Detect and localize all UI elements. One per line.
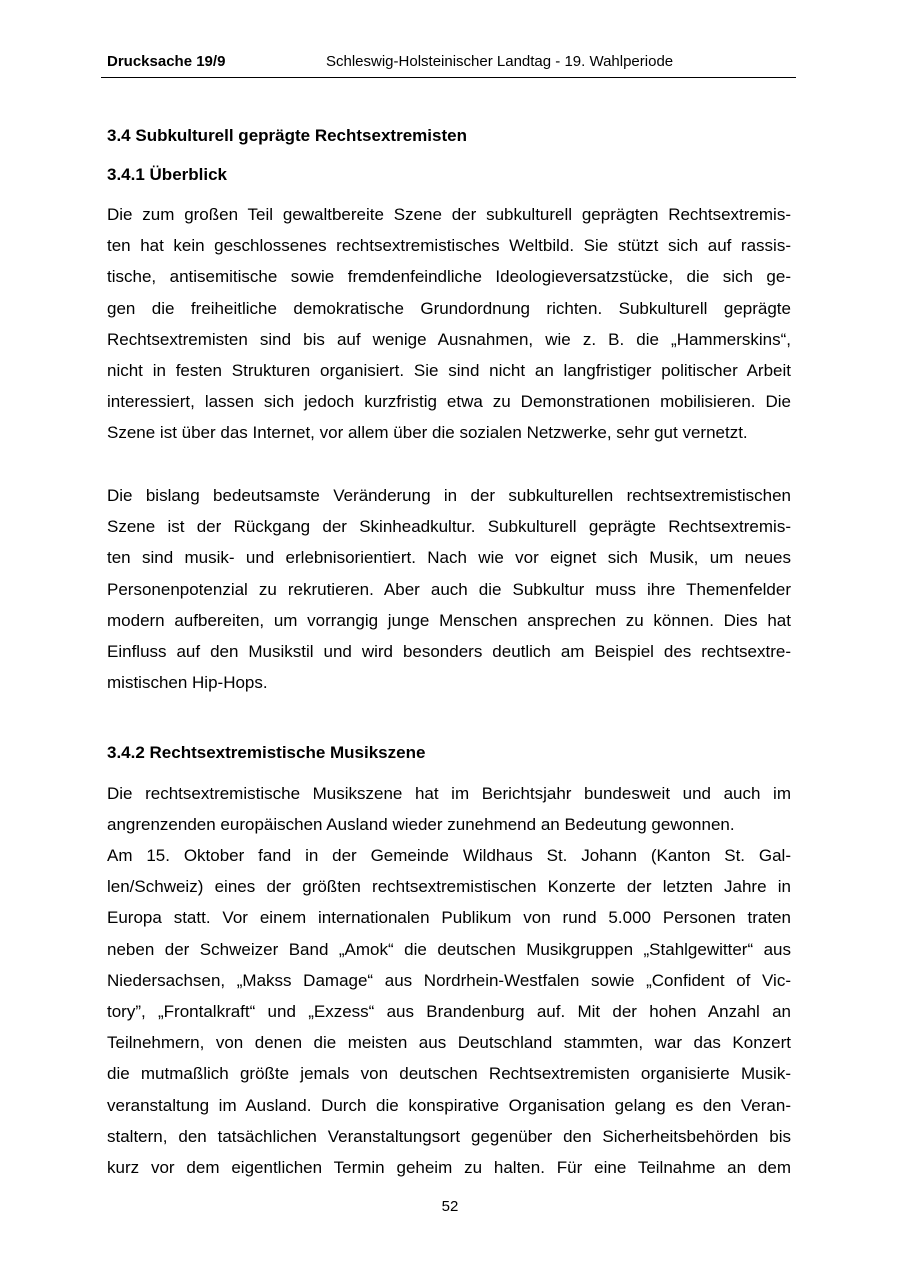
text-line: Europa statt. Vor einem internationalen Publikum von rund 5.000 Personen traten (107, 908, 791, 928)
paragraph-music-2 (107, 840, 791, 1183)
page-header (101, 53, 796, 78)
text-line: Personenpotenzial zu rekrutieren. Aber auch die Subkultur muss ihre Themenfelder (107, 579, 791, 599)
header-title: Schleswig-Holsteinischer Landtag - 19. Wahlperiode (326, 53, 674, 70)
text-line: staltern, den tatsächlichen Veranstaltungsort gegenüber den Sicherheitsbehörden bis (107, 1126, 791, 1146)
text-line: veranstaltung im Ausland. Durch die konspirative Organisation gelang es den Veran- (107, 1095, 791, 1115)
text-line: len/Schweiz) eines der größten rechtsextremistischen Konzerte der letzten Jahre in (107, 877, 791, 897)
text-line: modern aufbereiten, um vorrangig junge Menschen ansprechen zu können. Dies hat (107, 610, 791, 630)
paragraph-overview-2 (107, 480, 791, 698)
page-number: 52 (441, 1198, 459, 1215)
text-line: Am 15. Oktober fand in der Gemeinde Wildhaus St. Johann (Kanton St. Gal- (107, 846, 791, 865)
text-line: ten hat kein geschlossenes rechtsextremistisches Weltbild. Sie stützt sich auf rassis- (107, 236, 791, 256)
text-line: interessiert, lassen sich jedoch kurzfristig etwa zu Demonstrationen mobilisieren. Die (107, 392, 791, 412)
text-line: mistischen Hip-Hops. (107, 673, 268, 693)
paragraph-overview-1 (107, 199, 791, 449)
text-line: Einfluss auf den Musikstil und wird besonders deutlich am Beispiel des rechtsextre- (107, 641, 791, 661)
text-line: die mutmaßlich größte jemals von deutschen Rechtsextremisten organisierte Musik- (107, 1064, 791, 1084)
text-line: Die bislang bedeutsamste Veränderung in der subkulturellen rechtsextremistischen (107, 486, 791, 505)
text-line: angrenzenden europäischen Ausland wieder zunehmend an Bedeutung gewonnen. (107, 815, 735, 835)
text-line: Szene ist der Rückgang der Skinheadkultur. Subkulturell geprägte Rechtsextremis- (107, 517, 791, 537)
subsection-heading-music: 3.4.2 Rechtsextremistische Musikszene (107, 743, 426, 762)
text-line: Niedersachsen, „Makss Damage“ aus Nordrhein-Westfalen sowie „Confident of Vic- (107, 970, 791, 990)
text-line: gen die freiheitliche demokratische Grundordnung richten. Subkulturell geprägte (107, 298, 791, 318)
text-line: Die zum großen Teil gewaltbereite Szene der subkulturell geprägten Rechtsextremis- (107, 205, 791, 224)
section-heading: 3.4 Subkulturell geprägte Rechtsextremisten (107, 126, 467, 145)
text-line: Szene ist über das Internet, vor allem über die sozialen Netzwerke, sehr gut vernetzt. (107, 423, 748, 443)
text-line: Teilnehmern, von denen die meisten aus Deutschland stammten, war das Konzert (107, 1033, 791, 1053)
subsection-heading-overview: 3.4.1 Überblick (107, 165, 228, 184)
text-line: ten sind musik- und erlebnisorientiert. Nach wie vor eignet sich Musik, um neues (107, 548, 791, 568)
text-line: Rechtsextremisten sind bis auf wenige Ausnahmen, wie z. B. die „Hammerskins“, (107, 329, 791, 349)
text-line: Die rechtsextremistische Musikszene hat im Berichtsjahr bundesweit und auch im (107, 784, 791, 803)
text-line: tische, antisemitische sowie fremdenfeindliche Ideologieversatzstücke, die sich ge- (107, 267, 791, 287)
paragraph-music-1 (107, 778, 791, 840)
text-line: neben der Schweizer Band „Amok“ die deutschen Musikgruppen „Stahlgewitter“ aus (107, 939, 791, 959)
text-line: nicht in festen Strukturen organisiert. Sie sind nicht an langfristiger politischer Arbeit (107, 360, 791, 380)
text-line: kurz vor dem eigentlichen Termin geheim zu halten. Für eine Teilnahme an dem (107, 1157, 791, 1177)
text-line: tory”, „Frontalkraft“ und „Exzess“ aus Brandenburg auf. Mit der hohen Anzahl an (107, 1001, 791, 1021)
document-number: Drucksache 19/9 (107, 53, 226, 70)
